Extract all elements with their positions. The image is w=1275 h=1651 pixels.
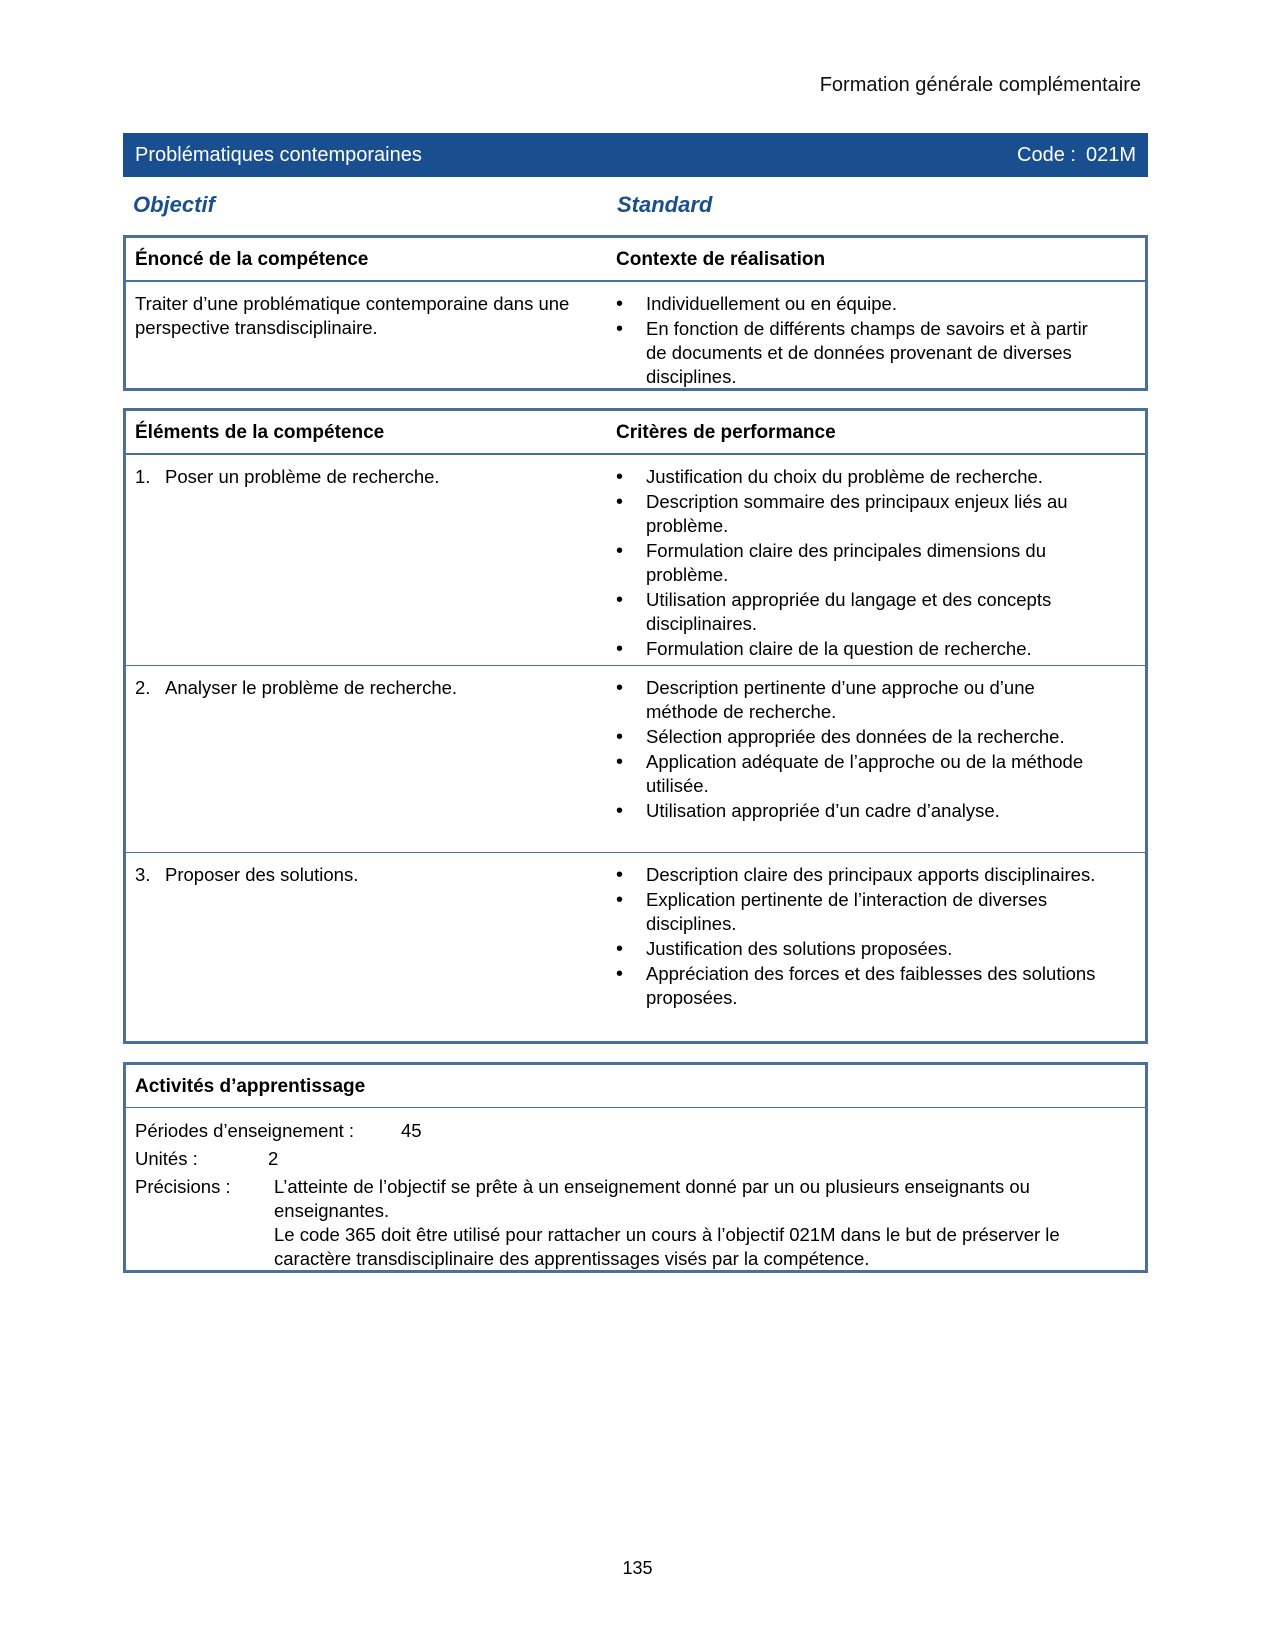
context-heading: Contexte de réalisation xyxy=(616,249,826,270)
running-header: Formation générale complémentaire xyxy=(819,74,1141,96)
statement-text: Traiter d’une problématique contemporaine dans une perspective transdisciplinaire. xyxy=(135,293,570,338)
criterion-item: • Description sommaire des principaux enjeux liés au problème. xyxy=(616,490,1096,538)
criterion-item: • Description pertinente d’une approche ou d’une méthode de recherche. xyxy=(616,676,1096,724)
criterion-item: • Explication pertinente de l’interaction de diverses disciplines. xyxy=(616,888,1096,936)
element-text xyxy=(135,676,605,700)
element-label: Poser un problème de recherche. xyxy=(165,466,440,487)
periods-label: Périodes d’enseignement : xyxy=(135,1120,355,1141)
criterion-item: • Justification du choix du problème de recherche. xyxy=(616,465,1096,489)
criterion-item: • Utilisation appropriée d’un cadre d’analyse. xyxy=(616,799,1096,823)
criteria-heading: Critères de performance xyxy=(616,422,836,443)
context-item: • En fonction de différents champs de savoirs et à partir de documents et de données provenant de diverses disciplines. xyxy=(616,317,1096,389)
statement-row xyxy=(126,281,1145,392)
element-number: 2. xyxy=(135,677,151,698)
code-value: 021M xyxy=(1085,143,1136,166)
column-headings xyxy=(133,192,1133,222)
criterion-item: • Application adéquate de l’approche ou de la méthode utilisée. xyxy=(616,750,1096,798)
context-list xyxy=(616,292,1096,390)
criterion-item: • Appréciation des forces et des faiblesses des solutions proposées. xyxy=(616,962,1096,1010)
criterion-item: • Justification des solutions proposées. xyxy=(616,937,1096,961)
criterion-item: • Formulation claire des principales dimensions du problème. xyxy=(616,539,1096,587)
units-label: Unités : xyxy=(135,1148,198,1169)
criteria-list xyxy=(616,863,1096,1011)
activities-box xyxy=(123,1062,1148,1273)
precisions-text xyxy=(274,1175,1134,1271)
activities-box-header xyxy=(126,1065,1145,1108)
precision-paragraph: Le code 365 doit être utilisé pour rattacher un cours à l’objectif 021M dans le but de préserver le caractère transdisciplinaire des apprentissages visés par la compétence. xyxy=(274,1224,1060,1269)
criterion-item: • Description claire des principaux apports disciplinaires. xyxy=(616,863,1096,887)
element-label: Analyser le problème de recherche. xyxy=(165,677,458,698)
precisions-label: Précisions : xyxy=(135,1176,231,1197)
element-number: 1. xyxy=(135,466,151,487)
competency-code xyxy=(1017,144,1136,167)
element-row xyxy=(126,665,1145,852)
element-label: Proposer des solutions. xyxy=(165,864,359,885)
element-number: 3. xyxy=(135,864,151,885)
standard-heading: Standard xyxy=(617,192,713,217)
competency-title-bar xyxy=(123,133,1148,177)
elements-box xyxy=(123,408,1148,1044)
code-label: Code : xyxy=(1017,143,1076,166)
element-text xyxy=(135,465,605,489)
elements-heading: Éléments de la compétence xyxy=(135,422,385,443)
statement-box-header xyxy=(126,238,1145,281)
statement-box xyxy=(123,235,1148,391)
element-row xyxy=(126,852,1145,1041)
context-item: • Individuellement ou en équipe. xyxy=(616,292,1096,316)
units-value: 2 xyxy=(268,1148,279,1169)
page-number: 135 xyxy=(622,1558,653,1578)
criterion-item: • Sélection appropriée des données de la recherche. xyxy=(616,725,1096,749)
competency-title: Problématiques contemporaines xyxy=(135,143,422,166)
statement-heading: Énoncé de la compétence xyxy=(135,249,369,270)
elements-box-header xyxy=(126,411,1145,454)
criterion-item: • Utilisation appropriée du langage et des concepts disciplinaires. xyxy=(616,588,1096,636)
element-row xyxy=(126,454,1145,665)
criteria-list xyxy=(616,465,1096,662)
periods-value: 45 xyxy=(401,1120,422,1141)
objective-heading: Objectif xyxy=(133,192,215,217)
precision-paragraph: L’atteinte de l’objectif se prête à un enseignement donné par un ou plusieurs enseignants ou enseignantes. xyxy=(274,1176,1030,1221)
activities-heading: Activités d’apprentissage xyxy=(135,1076,366,1097)
element-text xyxy=(135,863,605,887)
criteria-list xyxy=(616,676,1096,824)
criterion-item: • Formulation claire de la question de recherche. xyxy=(616,637,1096,661)
